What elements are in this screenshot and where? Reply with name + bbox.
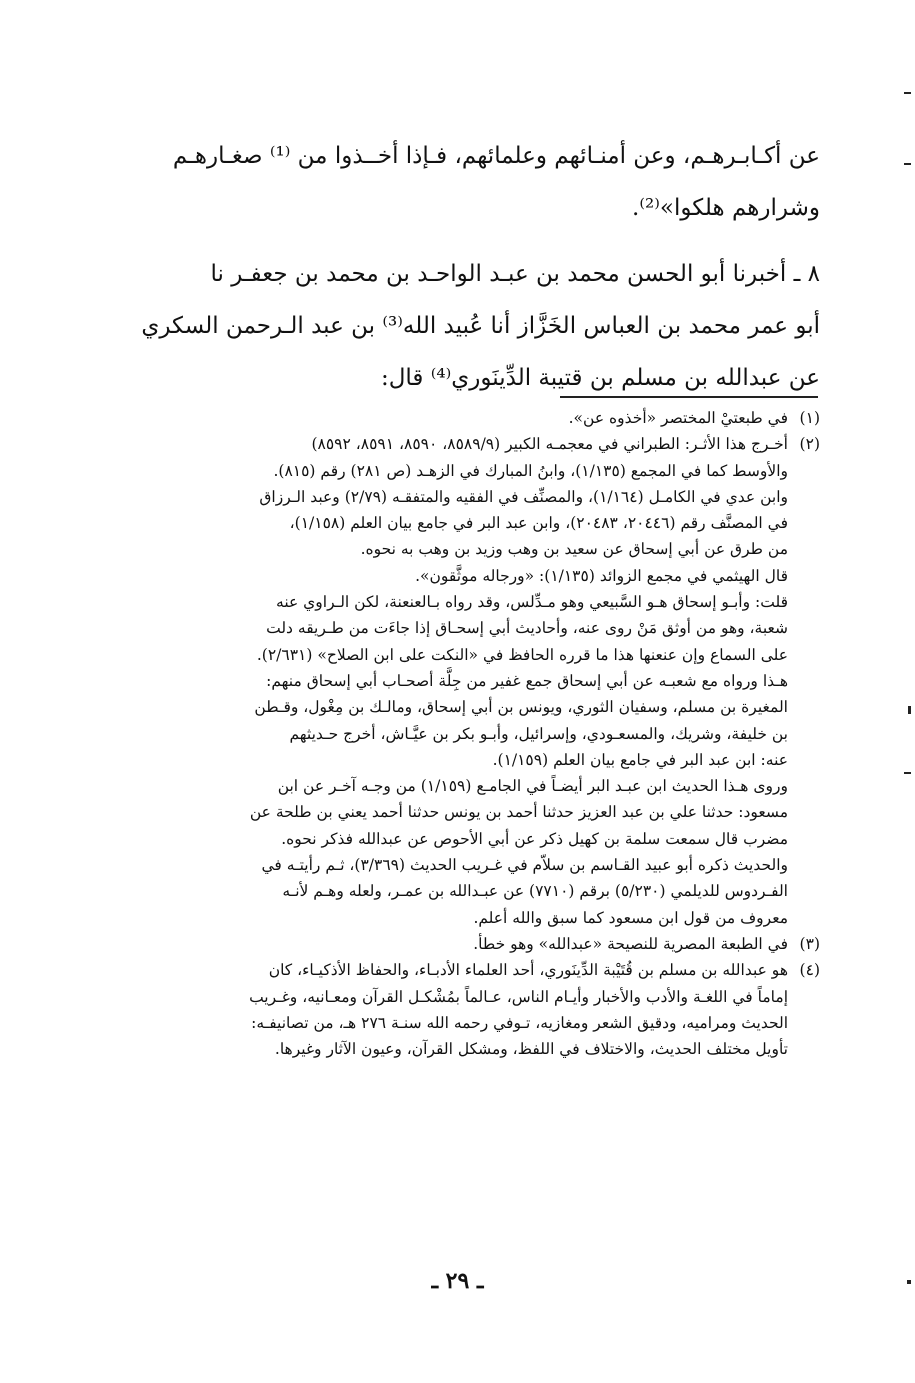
footnote-line: هو عبدالله بن مسلم بن قُتَيْبة الدِّينَوري، أحد العلماء الأدبـاء، والحفاظ الأذكيـاء، كان <box>268 961 788 980</box>
footnote-divider <box>560 396 818 398</box>
footnote-line: وروى هـذا الحديث ابن عبـد البر أيضـاً في الجامـع (١/١٥٩) من وجـه آخـر عن ابن <box>277 777 788 796</box>
footnote-line: إماماً في اللغـة والأدب والأخبار وأيـام الناس، عـالماً بمُشْكـل القرآن ومعـانيه، وغـريب <box>249 987 788 1006</box>
footnote-number: (١) <box>799 409 820 427</box>
footnote-body <box>100 931 788 957</box>
footnote-line: أخـرج هذا الأثـر: الطبراني في معجمـه الكبير (٨٥٨٩/٩، ٨٥٩٠، ٨٥٩١، ٨٥٩٢) <box>311 435 788 454</box>
footnote-3 <box>100 931 820 957</box>
page-number: ـ ٢٩ ـ <box>431 1268 484 1294</box>
footnote-line: عنه: ابن عبد البر في جامع بيان العلم (١/١٥٩). <box>492 750 788 769</box>
main-text <box>100 130 820 404</box>
footnote-line: في الطبعة المصرية للنصيحة «عبدالله» وهو خطأ. <box>473 934 788 953</box>
main-line-1: عن أكـابـرهـم، وعن أمنـائهم وعلمائهم، فـإذا أخــذوا من ⁽¹⁾ صغـارهـم <box>172 143 820 169</box>
footnote-line: في المصنَّف رقم (٢٠٤٤٦، ٢٠٤٨٣)، وابن عبد البر في جامع بيان العلم (١/١٥٨)، <box>289 514 788 533</box>
footnote-line: شعبة، وهو من أوثق مَنْ روى عنه، وأحاديث أبي إسحـاق إذا جاءَت من طـريقه دلت <box>266 619 788 638</box>
footnote-line: قلت: وأبـو إسحاق هـو السَّبيعي وهو مـدِّلس، وقد رواه بـالعنعنة، لكن الـراوي عنه <box>276 593 788 612</box>
footnote-1 <box>100 405 820 431</box>
footnote-body <box>100 405 788 431</box>
footnote-body <box>100 431 788 931</box>
footnote-line: المغيرة بن مسلم، وسفيان الثوري، ويونس بن أبي إسحاق، ومالـك بن مِغْول، وقـطن <box>254 698 788 717</box>
footnote-line: مضرب قال سمعت سلمة بن كهيل ذكر عن أبي الأحوص عن عبدالله فذكر نحوه. <box>281 829 788 848</box>
margin-mark <box>904 163 911 165</box>
footnote-number: (٢) <box>799 435 820 454</box>
footnote-line: هـذا ورواه مع شعبـه عن أبي إسحاق جمع غفير من جِلَّة أصحـاب أبي إسحاق منهم: <box>266 671 788 690</box>
main-line-3: ٨ ـ أخبرنا أبو الحسن محمد بن عبـد الواحـد بن محمد بن جعفـر نا <box>210 261 820 287</box>
main-line-5: عن عبدالله بن مسلم بن قتيبة الدِّينَوري⁽⁴⁾ قال: <box>380 365 820 391</box>
main-line-2: وشرارهم هلكوا»⁽²⁾. <box>632 195 820 221</box>
footnote-line: بن خليفة، وشريك، والمسعـودي، وإسرائيل، وأبـو بكر بن عيَّـاش، أخرج حـديثهم <box>289 724 788 743</box>
margin-mark <box>904 92 911 94</box>
footnote-line: من طرق عن أبي إسحاق عن سعيد بن وهب وزيد بن وهب به نحوه. <box>360 540 788 559</box>
footnote-line: والأوسط كما في المجمع (١/١٣٥)، وابنُ المبارك في الزهـد (ص ٢٨١) رقم (٨١٥). <box>273 461 788 480</box>
footnote-2 <box>100 431 820 931</box>
footnote-line: في طبعتيْ المختصر «أخذوه عن». <box>568 409 788 427</box>
footnote-number: (٣) <box>799 934 820 953</box>
footnote-line: الفـردوس للديلمي (٥/٢٣٠) برقم (٧٧١٠) عن عبـدالله بن عمـر، ولعله وهـم لأنـه <box>282 882 788 901</box>
footnote-line: قال الهيثمي في مجمع الزوائد (١/١٣٥): «ورجاله موثَّقون». <box>415 566 788 585</box>
footnote-body <box>100 957 788 1062</box>
main-line-4: أبو عمر محمد بن العباس الخَزَّاز أنا عُبيد الله⁽³⁾ بن عبد الـرحمن السكري <box>141 313 820 339</box>
footnote-4 <box>100 957 820 1062</box>
margin-mark <box>904 772 911 774</box>
footnote-line: تأويل مختلف الحديث، والاختلاف في اللفظ، ومشكل القرآن، وعيون الآثار وغيرها. <box>274 1040 788 1059</box>
footnote-line: الحديث ومراميه، ودقيق الشعر ومغازيه، تـوفي رحمه الله سنـة ٢٧٦ هـ، من تصانيفـه: <box>251 1013 788 1032</box>
footnote-number: (٤) <box>799 961 820 980</box>
footnotes <box>100 405 820 1062</box>
margin-mark <box>907 1280 911 1284</box>
margin-mark <box>908 706 911 714</box>
footnote-line: معروف من قول ابن مسعود كما سبق والله أعلم. <box>473 908 788 927</box>
footnote-line: على السماع وإن عنعنها هذا ما قرره الحافظ في «النكت على ابن الصلاح» (٢/٦٣١). <box>256 645 788 664</box>
footnote-line: وابن عدي في الكامـل (١/١٦٤)، والمصنِّف في الفقيه والمتفقـه (٢/٧٩) وعبد الـرزاق <box>259 487 788 506</box>
footnote-line: والحديث ذكره أبو عبيد القـاسم بن سلاّم في غـريب الحديث (٣/٣٦٩)، ثـم رأيتـه في <box>261 856 788 875</box>
footnote-line: مسعود: حدثنا علي بن عبد العزيز حدثنا أحمد بن يونس حدثنا أحمد يعني بن طلحة عن <box>249 803 788 822</box>
